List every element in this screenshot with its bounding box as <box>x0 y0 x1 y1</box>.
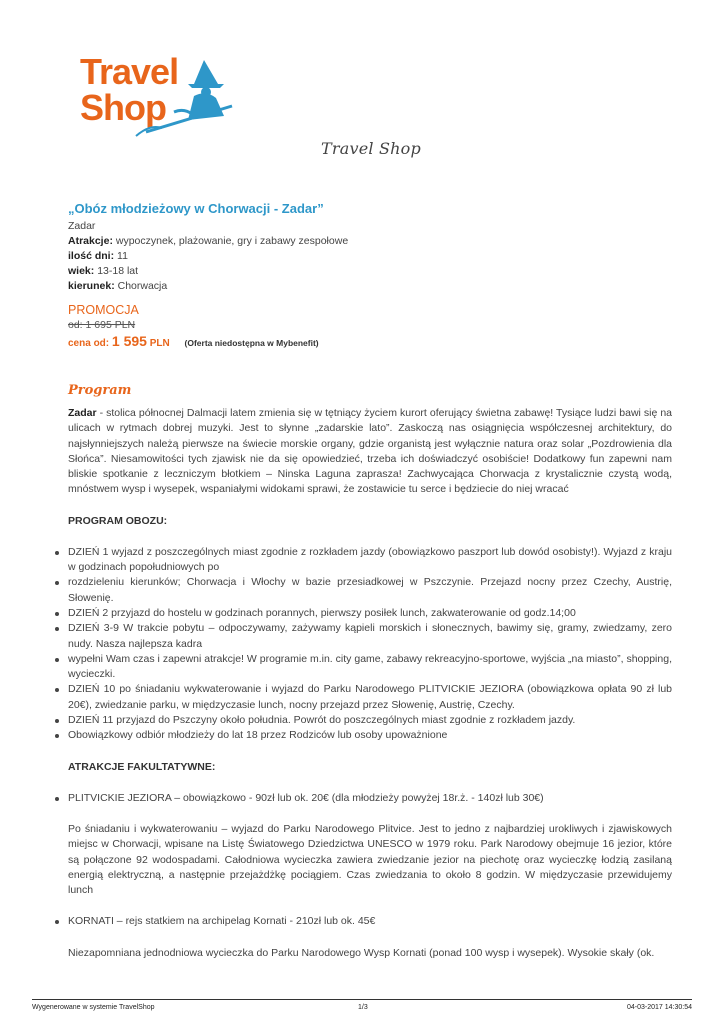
age-label: wiek: <box>68 265 95 277</box>
list-item: DZIEŃ 1 wyjazd z poszczególnych miast zgodnie z rozkładem jazdy (obowiązkowo paszport lub dowód osobisty!). Wyjazd z kraju w godzinach popołudniowych po <box>68 545 672 576</box>
travelshop-logo <box>76 50 236 138</box>
program-heading: Program <box>68 383 132 398</box>
list-item: DZIEŃ 2 przyjazd do hostelu w godzinach porannych, pierwszy posiłek lunch, zakwaterowanie od godz.14;00 <box>68 606 672 621</box>
optional-attractions-list-2 <box>68 914 672 929</box>
offer-direction <box>68 279 672 294</box>
optional-attractions-heading: ATRAKCJE FAKULTATYWNE: <box>68 760 216 773</box>
direction-label: kierunek: <box>68 280 115 292</box>
page-footer <box>32 999 692 1016</box>
list-item: PLITVICKIE JEZIORA – obowiązkowo - 90zł lub ok. 20€ (dla młodzieży powyżej 18r.ż. - 140zł lub 30€) <box>68 791 672 806</box>
offer-days <box>68 249 672 264</box>
age-value: 13-18 lat <box>97 265 139 277</box>
price-row <box>68 333 672 352</box>
offer-attractions <box>68 234 672 249</box>
price-currency: PLN <box>149 338 170 349</box>
direction-value: Chorwacja <box>117 280 168 292</box>
program-intro <box>68 406 672 498</box>
footer-timestamp: 04-03-2017 14:30:54 <box>627 1004 692 1011</box>
camp-program-heading: PROGRAM OBOZU: <box>68 514 168 527</box>
list-item: KORNATI – rejs statkiem na archipelag Kornati - 210zł lub ok. 45€ <box>68 914 672 929</box>
offer-place: Zadar <box>68 220 96 232</box>
footer-generated: Wygenerowane w systemie TravelShop <box>32 1004 155 1011</box>
attractions-value: wypoczynek, plażowanie, gry i zabawy zespołowe <box>115 235 349 247</box>
site-title: Travel Shop <box>321 139 421 158</box>
list-item: DZIEŃ 3-9 W trakcie pobytu – odpoczywamy, zażywamy kąpieli morskich i słonecznych, bawimy się, gramy, zwiedzamy, zero nudy. Nasza najlepsza kadra <box>68 621 672 652</box>
optional-attraction-desc: Niezapomniana jednodniowa wycieczka do Parku Narodowego Wysp Kornati (ponad 100 wysp i wysepek). Wysokie skały (ok. <box>68 946 655 959</box>
list-item: DZIEŃ 10 po śniadaniu wykwaterowanie i wyjazd do Parku Narodowego PLITVICKIE JEZIORA (obowiązkowa opłata 90 zł lub 20€), zwiedzanie parku, w międzyczasie lunch, nocny przejazd przez Słowenię, Austrię, Czechy. <box>68 682 672 713</box>
price-value: 1 595 <box>111 333 147 349</box>
optional-attractions-list <box>68 791 672 806</box>
optional-attraction-desc: Po śniadaniu i wykwaterowaniu – wyjazd do Parku Narodowego Plitvice. Jest to jedno z najbardziej urokliwych i zjawiskowych miejsc w Chorwacji, wpisane na Listę Światowego Dziedzictwa UNESCO w 1979 roku. Park Narodowy obejmuje 16 jezior, które są połączone 92 wodospadami. Całodniowa wycieczka zawiera zwiedzanie jezior na piechotę oraz wycieczkę łodzią zasilaną energią elektryczną, a następnie przejażdżkę pociągiem. Czas zwiedzania to około 8 godzin. W międzyczasie przewidujemy lunch <box>68 822 672 897</box>
attractions-label: Atrakcje: <box>68 235 113 247</box>
list-item: rozdzieleniu kierunków; Chorwacja i Włochy w bazie przesiadkowej w Pszczynie. Przejazd nocny przez Czechy, Austrię, Słowenię. <box>68 575 672 606</box>
offer-age <box>68 264 672 279</box>
svg-text:Shop: Shop <box>80 87 166 128</box>
days-value: 11 <box>117 250 128 262</box>
offer-title: „Obóz młodzieżowy w Chorwacji - Zadar” <box>68 201 324 216</box>
old-price: od: 1 695 PLN <box>68 319 136 331</box>
list-item: wypełni Wam czas i zapewni atrakcje! W programie m.in. city game, zabawy rekreacyjno-sportowe, wyjścia „na miasto”, shopping, wycieczki. <box>68 652 672 683</box>
price-note: (Oferta niedostępna w Mybenefit) <box>184 338 319 348</box>
intro-bold: Zadar <box>68 407 97 419</box>
promo-label: PROMOCJA <box>68 303 139 317</box>
days-label: ilość dni: <box>68 250 115 262</box>
camp-program-list <box>68 545 672 744</box>
list-item: Obowiązkowy odbiór młodzieży do lat 18 przez Rodziców lub osoby upoważnione <box>68 728 672 743</box>
list-item: DZIEŃ 11 przyjazd do Pszczyny około południa. Powrót do poszczególnych miast zgodnie z rozkładem jazdy. <box>68 713 672 728</box>
price-label: cena od: <box>68 338 110 349</box>
footer-page-number: 1/3 <box>358 1004 368 1011</box>
offer-content <box>68 200 672 961</box>
intro-text: - stolica północnej Dalmacji latem zmienia się w tętniący życiem kurort oferujący świetna zabawę! Tysiące ludzi bawi się na ulicach w rytmach dobrej muzyki. Jest to słynne „zadarskie lato”. Zaskoczą nas osiągnięcia współczesnej architektury, do najsłynniejszych należą pierwsze na świecie morskie organy, gdzie organistą jest wyłącznie natura oraz solar „Pozdrowienia dla Słońca”. Niesamowitości tych zjawisk nie da się opowiedzieć, trzeba ich doświadczyć osobiście! Dodatkowy fun zapewni nam bliskie spotkanie z leczniczym błotkiem – Ninska Laguna zaprasza! Zachwycająca Chorwacja z krystalicznie czystą wodą, mnóstwem wysp i wysepek, wspaniałymi widokami sprawi, że zostawicie tu serce i będziecie do niej wracać <box>68 407 672 496</box>
svg-text:Travel: Travel <box>80 51 179 92</box>
